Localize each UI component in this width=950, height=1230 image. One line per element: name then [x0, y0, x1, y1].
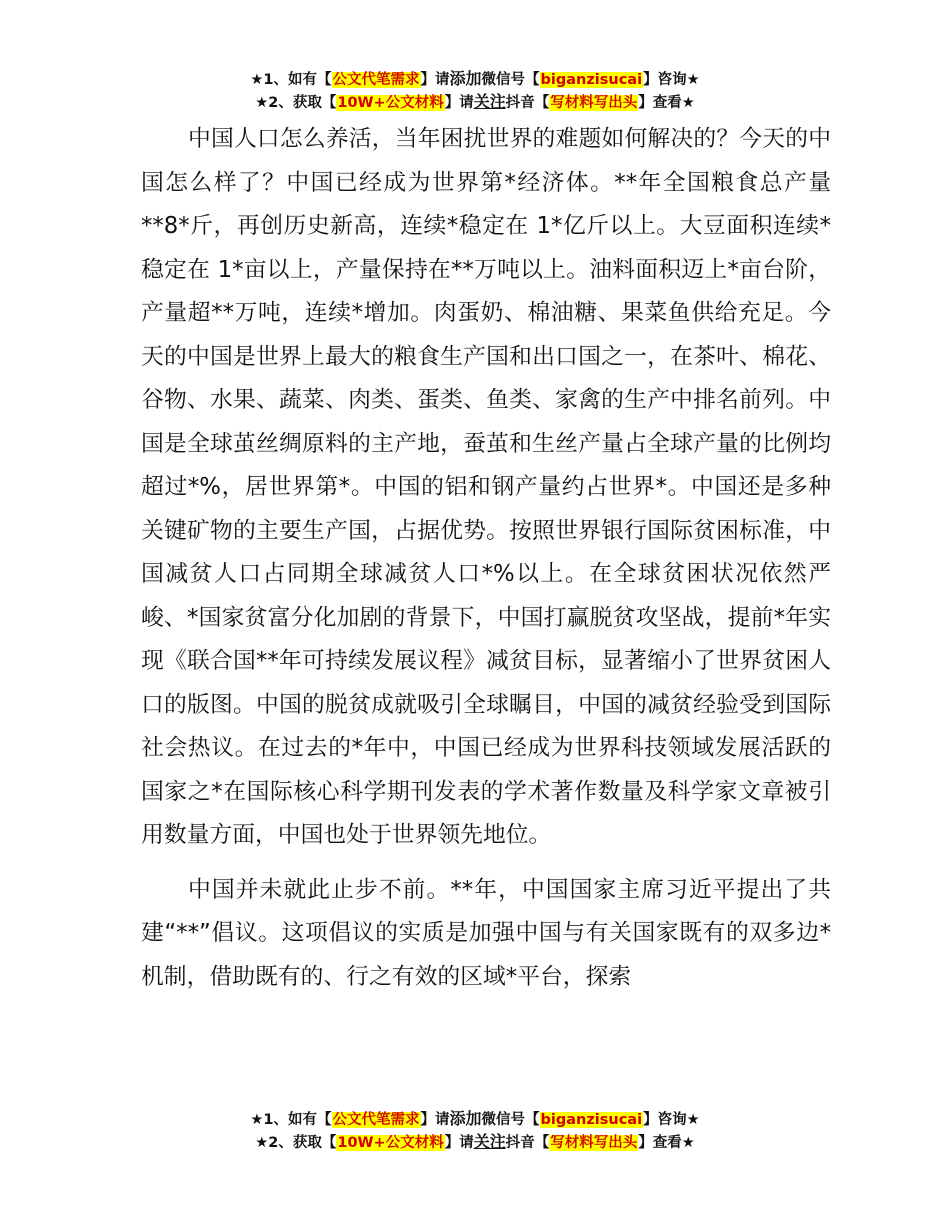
footer-line-1-highlight-service: 公文代笔需求: [332, 1112, 420, 1128]
body-paragraph-1: 中国人口怎么养活，当年困扰世界的难题如何解决的？今天的中国怎么样了？中国已经成为世界第*经济体。**年全国粮食总产量**8*斤，再创历史新高，连续*稳定在 1*亿斤以上。大豆面积连续*稳定在 1*亩以上，产量保持在**万吨以上。油料面积迈上*亩台阶，产量超**万吨，连续*增加。肉蛋奶、棉油糖、果菜鱼供给充足。今天的中国是世界上最大的粮食生产国和出口国之一，在茶叶、棉花、谷物、水果、蔬菜、肉类、蛋类、鱼类、家禽的生产中排名前列。中国是全球茧丝绸原料的主产地，蚕茧和生丝产量占全球产量的比例均超过*%，居世界第*。中国的铝和钢产量约占世界*。中国还是多种关键矿物的主要生产国，占据优势。按照世界银行国际贫困标准，中国减贫人口占同期全球减贫人口*%以上。在全球贫困状况依然严峻、*国家贫富分化加剧的背景下，中国打赢脱贫攻坚战，提前*年实现《联合国**年可持续发展议程》减贫目标，显著缩小了世界贫困人口的版图。中国的脱贫成就吸引全球瞩目，中国的减贫经验受到国际社会热议。在过去的*年中，中国已经成为世界科技领域发展活跃的国家之*在国际核心科学期刊发表的学术著作数量及科学家文章被引用数量方面，中国也处于世界领先地位。: [141, 126, 831, 848]
footer-line-1-mid: 】请: [420, 1112, 450, 1128]
header-line-2-suffix: 】查看★: [638, 95, 695, 111]
footer-line-1-mid2: 微信号【: [481, 1112, 540, 1128]
footer-line-2: [0, 1131, 950, 1154]
header-line-1-prefix: 1、如有【: [263, 72, 332, 88]
body-paragraph-2: 中国并未就此止步不前。**年，中国国家主席习近平提出了共建“**”倡议。这项倡议的实质是加强中国与有关国家既有的双多边*机制，借助既有的、行之有效的区域*平台，探索: [141, 876, 831, 990]
footer-line-2-suffix: 】查看★: [638, 1135, 695, 1151]
star-icon: ★: [250, 72, 264, 88]
header-line-2-mid: 】请: [444, 95, 474, 111]
header-line-1-suffix: 】咨询★: [643, 72, 700, 88]
footer-line-1-prefix: 1、如有【: [263, 1112, 332, 1128]
header-line-1-highlight-wechat: biganzisucai: [540, 72, 643, 88]
header-line-2-highlight-douyin: 写材料写出头: [550, 95, 638, 111]
header-line-1-mid: 】请: [420, 72, 450, 88]
footer-line-2-prefix: 2、获取【: [268, 1135, 337, 1151]
header-line-1-mid2: 微信号【: [481, 72, 540, 88]
star-icon: ★: [255, 95, 269, 111]
document-body: [141, 118, 831, 999]
header-line-2-prefix: 2、获取【: [268, 95, 337, 111]
header-banner: [0, 68, 950, 114]
footer-banner: [0, 1108, 950, 1154]
footer-line-1-emph: 添加: [449, 1109, 482, 1128]
footer-line-2-mid: 】请: [444, 1135, 474, 1151]
footer-line-1: [0, 1108, 950, 1131]
star-icon: ★: [255, 1135, 269, 1151]
header-line-2-emph: 关注: [473, 92, 506, 111]
star-icon: ★: [250, 1112, 264, 1128]
header-line-2: [0, 91, 950, 114]
footer-line-2-highlight-douyin: 写材料写出头: [550, 1135, 638, 1151]
footer-line-2-emph: 关注: [473, 1132, 506, 1151]
header-line-1: [0, 68, 950, 91]
footer-line-1-highlight-wechat: biganzisucai: [540, 1112, 643, 1128]
header-line-2-mid2: 抖音【: [505, 95, 550, 111]
header-line-2-highlight-materials: 10W+公文材料: [337, 95, 444, 111]
header-line-1-highlight-service: 公文代笔需求: [332, 72, 420, 88]
footer-line-2-highlight-materials: 10W+公文材料: [337, 1135, 444, 1151]
footer-line-1-suffix: 】咨询★: [643, 1112, 700, 1128]
footer-line-2-mid2: 抖音【: [505, 1135, 550, 1151]
header-line-1-emph: 添加: [449, 69, 482, 88]
